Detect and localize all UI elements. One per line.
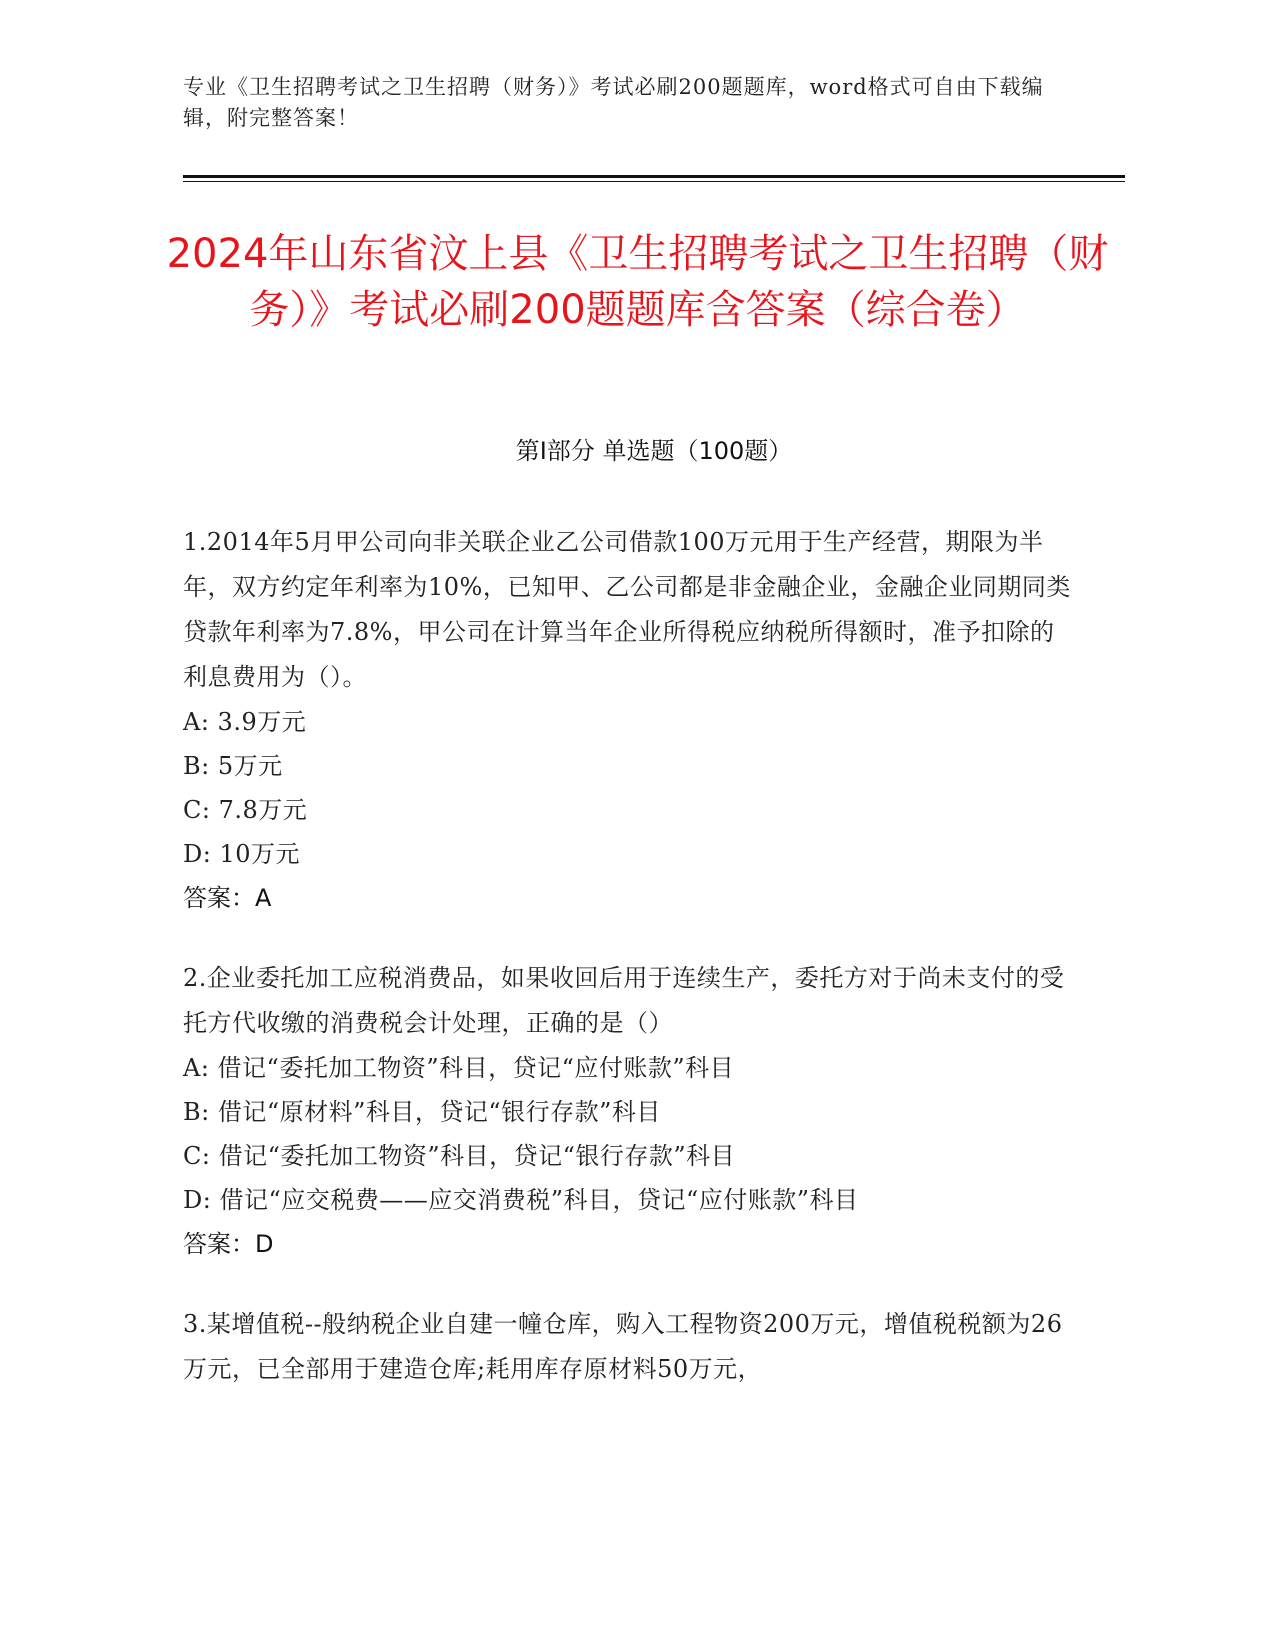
question-2 bbox=[183, 956, 1073, 1266]
option-d: D: 10万元 bbox=[183, 840, 300, 868]
header-divider-thick bbox=[183, 175, 1125, 178]
option-c: C: 借记“委托加工物资”科目，贷记“银行存款”科目 bbox=[183, 1142, 736, 1170]
header-note: 专业《卫生招聘考试之卫生招聘（财务）》考试必刷200题题库，word格式可自由下载编辑，附完整答案！ bbox=[183, 75, 1044, 130]
option-a: A: 3.9万元 bbox=[183, 708, 307, 736]
option-c: C: 7.8万元 bbox=[183, 796, 308, 824]
question-stem: 2.企业委托加工应税消费品，如果收回后用于连续生产，委托方对于尚未支付的受托方代收缴的消费税会计处理，正确的是（） bbox=[183, 964, 1065, 1037]
question-stem: 3.某增值税--般纳税企业自建一幢仓库，购入工程物资200万元，增值税税额为26万元，已全部用于建造仓库;耗用库存原材料50万元， bbox=[183, 1310, 1063, 1383]
document-title: 2024年山东省汶上县《卫生招聘考试之卫生招聘（财务）》考试必刷200题题库含答案（综合卷） bbox=[166, 231, 1109, 333]
answer-text: 答案：D bbox=[183, 1230, 274, 1258]
option-a: A: 借记“委托加工物资”科目，贷记“应付账款”科目 bbox=[183, 1054, 735, 1082]
question-list bbox=[183, 520, 1073, 1428]
question-1 bbox=[183, 520, 1073, 920]
option-d: D: 借记“应交税费——应交消费税”科目，贷记“应付账款”科目 bbox=[183, 1186, 859, 1214]
question-stem: 1.2014年5月甲公司向非关联企业乙公司借款100万元用于生产经营，期限为半年，双方约定年利率为10%，已知甲、乙公司都是非金融企业，金融企业同期同类贷款年利率为7.8%，甲公司在计算当年企业所得税应纳税所得额时，准予扣除的利息费用为（）。 bbox=[183, 528, 1071, 691]
header-divider-thin bbox=[183, 181, 1125, 182]
answer-text: 答案：A bbox=[183, 884, 272, 912]
option-b: B: 5万元 bbox=[183, 752, 283, 780]
option-b: B: 借记“原材料”科目，贷记“银行存款”科目 bbox=[183, 1098, 661, 1126]
section-title: 第I部分 单选题（100题） bbox=[515, 437, 793, 465]
question-3 bbox=[183, 1302, 1073, 1392]
